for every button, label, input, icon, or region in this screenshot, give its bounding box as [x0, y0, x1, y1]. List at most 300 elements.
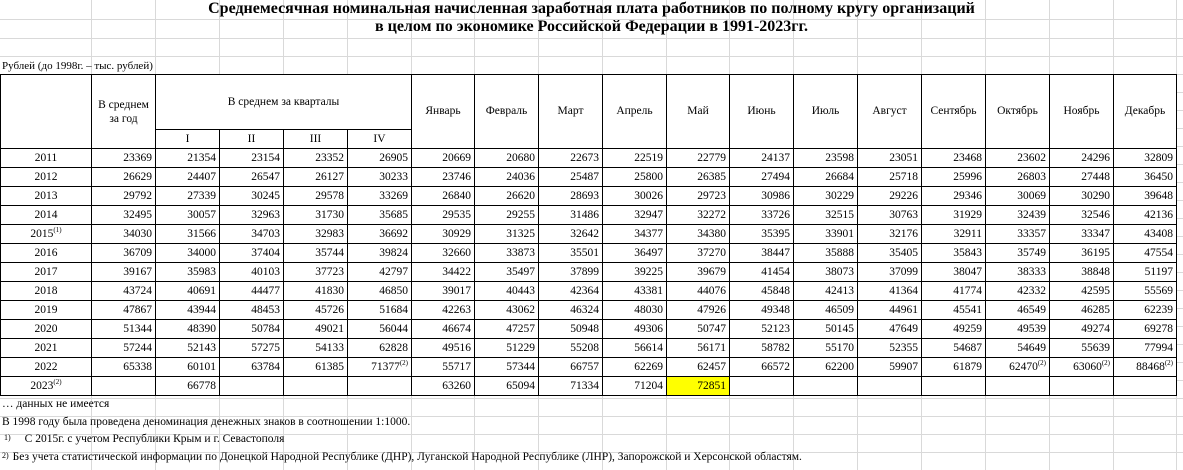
quarter-cell-value: 48390 — [187, 322, 216, 335]
month-cell — [667, 263, 730, 282]
quarter-cell — [348, 320, 412, 339]
footnote-ref: (2) — [1037, 358, 1046, 367]
year-average-cell — [92, 339, 156, 358]
month-cell-value: 24296 — [1081, 151, 1110, 164]
month-cell-value: 20669 — [442, 151, 471, 164]
month-cell — [603, 263, 667, 282]
month-cell — [475, 358, 539, 377]
footnote-1-text: С 2015г. с учетом Республики Крым и г. Севастополя — [24, 433, 285, 445]
month-cell-value: 61879 — [953, 360, 982, 373]
month-cell — [986, 301, 1050, 320]
year-average-cell — [92, 149, 156, 168]
quarter-cell — [348, 149, 412, 168]
quarter-cell — [156, 358, 220, 377]
month-cell — [603, 339, 667, 358]
header-quarter: II — [220, 130, 284, 149]
month-cell — [858, 149, 922, 168]
month-cell — [412, 377, 475, 396]
header-month: Октябрь — [986, 75, 1050, 149]
quarter-cell — [156, 149, 220, 168]
quarter-cell-value: 23352 — [315, 151, 344, 164]
year-average-cell-value: 43724 — [123, 284, 152, 297]
quarter-cell-value: 71377 — [371, 360, 400, 373]
quarter-cell-value: 35685 — [379, 208, 408, 221]
quarter-cell — [284, 206, 348, 225]
month-cell-value: 22519 — [634, 151, 663, 164]
month-cell-value: 32272 — [697, 208, 726, 221]
header-month: Июнь — [730, 75, 794, 149]
month-cell — [858, 282, 922, 301]
quarter-cell — [220, 263, 284, 282]
quarter-cell-value: 63784 — [251, 360, 280, 373]
quarter-cell-value: 50784 — [251, 322, 280, 335]
month-cell — [539, 377, 603, 396]
month-cell — [412, 187, 475, 206]
quarter-cell-value: 26547 — [251, 170, 280, 183]
year-cell — [1, 320, 92, 339]
month-cell-value: 50145 — [825, 322, 854, 335]
month-cell — [1050, 358, 1114, 377]
table-row — [1, 301, 1177, 320]
month-cell — [858, 377, 922, 396]
quarter-cell-value: 31730 — [315, 208, 344, 221]
month-cell-value: 69278 — [1144, 322, 1173, 335]
quarter-cell-value: 35983 — [187, 265, 216, 278]
month-cell — [475, 187, 539, 206]
month-cell — [667, 320, 730, 339]
quarter-cell — [284, 168, 348, 187]
quarter-cell — [284, 301, 348, 320]
month-cell-value: 33726 — [761, 208, 790, 221]
month-cell-value: 32176 — [889, 227, 918, 240]
quarter-cell — [284, 225, 348, 244]
quarter-cell — [348, 282, 412, 301]
month-cell-value: 29723 — [697, 189, 726, 202]
month-cell — [475, 168, 539, 187]
quarter-cell-value: 29578 — [315, 189, 344, 202]
year-cell — [1, 358, 92, 377]
month-cell — [922, 168, 986, 187]
month-cell-value: 32911 — [953, 227, 982, 240]
month-cell — [539, 301, 603, 320]
corner-cell — [1, 75, 92, 149]
header-year-average: В среднем за год — [92, 75, 156, 149]
year-average-cell — [92, 377, 156, 396]
quarter-cell — [348, 358, 412, 377]
quarter-cell — [156, 263, 220, 282]
quarter-cell-value: 48453 — [251, 303, 280, 316]
month-cell — [1050, 301, 1114, 320]
month-cell-value: 39017 — [442, 284, 471, 297]
table-row — [1, 225, 1177, 244]
month-cell — [794, 263, 858, 282]
month-cell — [730, 263, 794, 282]
footnote-2-mark: 2) — [2, 451, 9, 460]
quarter-cell — [284, 244, 348, 263]
quarter-cell-value: 42797 — [379, 265, 408, 278]
month-cell — [667, 244, 730, 263]
month-cell-value: 49259 — [953, 322, 982, 335]
quarter-cell-value: 56044 — [379, 322, 408, 335]
header-month: Май — [667, 75, 730, 149]
month-cell-value: 77994 — [1144, 341, 1173, 354]
month-cell-value: 47926 — [697, 303, 726, 316]
month-cell — [1114, 339, 1177, 358]
month-cell-value: 38333 — [1017, 265, 1046, 278]
month-cell-value: 35749 — [1017, 246, 1046, 259]
month-cell — [1114, 377, 1177, 396]
month-cell — [603, 301, 667, 320]
month-cell — [730, 339, 794, 358]
month-cell-value: 62457 — [697, 360, 726, 373]
month-cell-value: 27494 — [761, 170, 790, 183]
month-cell-value: 25996 — [953, 170, 982, 183]
quarter-cell-value: 46850 — [379, 284, 408, 297]
month-cell-value: 42364 — [570, 284, 599, 297]
month-cell-value: 23598 — [825, 151, 854, 164]
header-quarter: III — [284, 130, 348, 149]
month-cell — [922, 358, 986, 377]
month-cell — [1114, 282, 1177, 301]
month-cell-value: 35888 — [825, 246, 854, 259]
month-cell — [858, 225, 922, 244]
month-cell — [475, 377, 539, 396]
month-cell-value: 25718 — [889, 170, 918, 183]
month-cell — [794, 187, 858, 206]
year-cell-value: 2023 — [30, 379, 54, 392]
month-cell-value: 32660 — [442, 246, 471, 259]
month-cell — [986, 168, 1050, 187]
header-quarter: IV — [348, 130, 412, 149]
quarter-cell-value: 36692 — [379, 227, 408, 240]
quarter-cell — [348, 206, 412, 225]
month-cell-value: 35497 — [506, 265, 535, 278]
month-cell — [858, 339, 922, 358]
quarter-cell-value: 54133 — [315, 341, 344, 354]
table-row — [1, 263, 1177, 282]
table-row — [1, 168, 1177, 187]
year-average-cell-value: 57244 — [123, 341, 152, 354]
month-cell-value: 43062 — [506, 303, 535, 316]
month-cell-value: 50747 — [697, 322, 726, 335]
quarter-cell-value: 37404 — [251, 246, 280, 259]
quarter-cell-value: 33269 — [379, 189, 408, 202]
year-average-cell — [92, 320, 156, 339]
month-cell — [1114, 149, 1177, 168]
month-cell-value: 63060 — [1073, 360, 1102, 373]
month-cell-value: 26620 — [506, 189, 535, 202]
month-cell — [986, 225, 1050, 244]
month-cell-value: 29535 — [442, 208, 471, 221]
month-cell-value: 30229 — [825, 189, 854, 202]
quarter-cell — [220, 282, 284, 301]
month-cell — [667, 168, 730, 187]
header-month: Январь — [412, 75, 475, 149]
year-cell — [1, 339, 92, 358]
month-cell — [603, 225, 667, 244]
month-cell — [986, 339, 1050, 358]
month-cell — [475, 282, 539, 301]
month-cell — [412, 206, 475, 225]
month-cell — [986, 282, 1050, 301]
month-cell-value: 29346 — [953, 189, 982, 202]
month-cell-value: 30026 — [634, 189, 663, 202]
month-cell-value: 43381 — [634, 284, 663, 297]
header-month: Сентябрь — [922, 75, 986, 149]
month-cell — [1050, 187, 1114, 206]
month-cell — [730, 377, 794, 396]
month-cell-value: 46674 — [442, 322, 471, 335]
month-cell — [730, 282, 794, 301]
footnote-ref: (2) — [53, 377, 62, 386]
year-cell-value: 2017 — [34, 265, 58, 278]
month-cell — [667, 358, 730, 377]
month-cell — [922, 339, 986, 358]
quarter-cell — [220, 206, 284, 225]
month-cell-value: 46285 — [1081, 303, 1110, 316]
month-cell-value: 54649 — [1017, 341, 1046, 354]
month-cell — [603, 377, 667, 396]
month-cell-value: 26840 — [442, 189, 471, 202]
quarter-cell — [284, 320, 348, 339]
month-cell — [1114, 320, 1177, 339]
month-cell — [794, 149, 858, 168]
month-cell-value: 34422 — [442, 265, 471, 278]
quarter-cell — [284, 339, 348, 358]
year-average-cell-value: 36709 — [123, 246, 152, 259]
month-cell — [667, 187, 730, 206]
month-cell-value: 46549 — [1017, 303, 1046, 316]
month-cell — [1050, 320, 1114, 339]
header-month: Ноябрь — [1050, 75, 1114, 149]
year-average-cell — [92, 301, 156, 320]
month-cell — [667, 206, 730, 225]
year-average-cell-value: 29792 — [123, 189, 152, 202]
header-month: Март — [539, 75, 603, 149]
month-cell-value: 32947 — [634, 208, 663, 221]
month-cell — [1114, 358, 1177, 377]
month-cell-value: 24036 — [506, 170, 535, 183]
month-cell-value: 32642 — [570, 227, 599, 240]
month-cell-value: 26385 — [697, 170, 726, 183]
month-cell-value: 23746 — [442, 170, 471, 183]
month-cell-value: 57344 — [506, 360, 535, 373]
quarter-cell — [156, 339, 220, 358]
month-cell — [667, 282, 730, 301]
month-cell-value: 55569 — [1144, 284, 1173, 297]
month-cell — [539, 187, 603, 206]
month-cell — [475, 225, 539, 244]
month-cell — [1050, 263, 1114, 282]
quarter-cell — [156, 168, 220, 187]
month-cell-value: 56614 — [634, 341, 663, 354]
quarter-cell-value: 40691 — [187, 284, 216, 297]
quarter-cell-value: 34703 — [251, 227, 280, 240]
header-quarter: I — [156, 130, 220, 149]
year-average-cell — [92, 168, 156, 187]
quarter-cell-value: 41830 — [315, 284, 344, 297]
quarter-cell-value: 60101 — [187, 360, 216, 373]
month-cell-value: 62200 — [825, 360, 854, 373]
month-cell-value: 36497 — [634, 246, 663, 259]
month-cell — [539, 149, 603, 168]
quarter-cell — [348, 244, 412, 263]
quarter-cell — [156, 282, 220, 301]
month-cell — [1050, 168, 1114, 187]
year-average-cell-value: 65338 — [123, 360, 152, 373]
month-cell — [539, 358, 603, 377]
month-cell-value: 62470 — [1009, 360, 1038, 373]
footnote-1-mark: 1) — [4, 433, 11, 442]
quarter-cell — [284, 187, 348, 206]
quarter-cell — [220, 168, 284, 187]
year-cell-value: 2022 — [34, 360, 58, 373]
month-cell — [858, 320, 922, 339]
header-month: Июль — [794, 75, 858, 149]
year-average-cell — [92, 187, 156, 206]
month-cell — [922, 282, 986, 301]
month-cell — [539, 225, 603, 244]
month-cell-value: 36450 — [1144, 170, 1173, 183]
month-cell — [858, 263, 922, 282]
year-cell — [1, 206, 92, 225]
note-no-data: … данных не имеется — [2, 398, 110, 410]
month-cell — [412, 320, 475, 339]
month-cell-value: 25487 — [570, 170, 599, 183]
month-cell — [667, 339, 730, 358]
quarter-cell — [284, 282, 348, 301]
month-cell — [1114, 206, 1177, 225]
month-cell — [1050, 244, 1114, 263]
year-cell — [1, 244, 92, 263]
year-average-cell-value: 32495 — [123, 208, 152, 221]
year-cell-value: 2013 — [34, 189, 58, 202]
month-cell-value: 45541 — [953, 303, 982, 316]
month-cell-value: 49306 — [634, 322, 663, 335]
year-average-cell-value: 34030 — [123, 227, 152, 240]
month-cell — [539, 206, 603, 225]
table-row — [1, 149, 1177, 168]
month-cell — [858, 358, 922, 377]
month-cell-value: 41364 — [889, 284, 918, 297]
quarter-cell — [284, 263, 348, 282]
quarter-cell — [220, 358, 284, 377]
month-cell-value: 36195 — [1081, 246, 1110, 259]
quarter-cell — [284, 358, 348, 377]
quarter-cell — [220, 244, 284, 263]
month-cell — [1050, 149, 1114, 168]
quarter-cell — [348, 339, 412, 358]
month-cell-value: 33357 — [1017, 227, 1046, 240]
month-cell-value: 55717 — [442, 360, 471, 373]
month-cell — [922, 377, 986, 396]
quarter-cell — [156, 206, 220, 225]
month-cell — [794, 206, 858, 225]
month-cell-value: 38073 — [825, 265, 854, 278]
month-cell — [794, 320, 858, 339]
month-cell-value: 31486 — [570, 208, 599, 221]
year-cell-value: 2019 — [34, 303, 58, 316]
month-cell-value: 29255 — [506, 208, 535, 221]
month-cell-value: 37899 — [570, 265, 599, 278]
month-cell-value: 52123 — [761, 322, 790, 335]
month-cell — [1114, 263, 1177, 282]
month-cell — [412, 339, 475, 358]
year-average-cell-value: 23369 — [123, 151, 152, 164]
footnote-2-text: Без учета статистической информации по Донецкой Народной Республике (ДНР), Луганской Народной Республике (ЛНР), Запорожской и Херсонской областям. — [12, 451, 802, 463]
month-cell — [603, 244, 667, 263]
month-cell — [858, 187, 922, 206]
quarter-cell-value: 62828 — [379, 341, 408, 354]
month-cell — [794, 377, 858, 396]
table-row — [1, 244, 1177, 263]
month-cell-value: 47554 — [1144, 246, 1173, 259]
month-cell — [794, 168, 858, 187]
year-average-cell — [92, 225, 156, 244]
quarter-cell-value: 32963 — [251, 208, 280, 221]
quarter-cell-value: 40103 — [251, 265, 280, 278]
quarter-cell-value: 23154 — [251, 151, 280, 164]
month-cell-value: 20680 — [506, 151, 535, 164]
month-cell-value: 54687 — [953, 341, 982, 354]
quarter-cell — [348, 187, 412, 206]
month-cell-value: 34377 — [634, 227, 663, 240]
header-month: Декабрь — [1114, 75, 1177, 149]
month-cell-value: 39225 — [634, 265, 663, 278]
month-cell-value: 58782 — [761, 341, 790, 354]
month-cell — [603, 149, 667, 168]
month-cell-value: 88468 — [1136, 360, 1165, 373]
year-cell — [1, 187, 92, 206]
table-row — [1, 377, 1177, 396]
year-average-cell-value: 47867 — [123, 303, 152, 316]
month-cell-value: 59907 — [889, 360, 918, 373]
year-cell-value: 2018 — [34, 284, 58, 297]
year-average-cell — [92, 206, 156, 225]
month-cell — [475, 244, 539, 263]
wage-table — [0, 74, 1177, 396]
month-cell-value: 49274 — [1081, 322, 1110, 335]
month-cell — [730, 301, 794, 320]
quarter-cell — [348, 263, 412, 282]
table-row — [1, 187, 1177, 206]
month-cell — [730, 187, 794, 206]
quarter-cell-value: 24407 — [187, 170, 216, 183]
month-cell — [539, 244, 603, 263]
month-cell — [730, 206, 794, 225]
month-cell-value: 24137 — [761, 151, 790, 164]
table-title-line-2: в целом по экономике Российской Федерации в 1991-2023гг. — [374, 18, 809, 35]
quarter-cell-value: 37723 — [315, 265, 344, 278]
month-cell — [475, 263, 539, 282]
header-month: Февраль — [475, 75, 539, 149]
quarter-cell — [156, 320, 220, 339]
quarter-cell — [220, 320, 284, 339]
month-cell — [986, 358, 1050, 377]
month-cell — [794, 301, 858, 320]
year-cell-value: 2011 — [34, 151, 58, 164]
header-quarter-average: В среднем за кварталы — [156, 75, 412, 130]
month-cell-value: 30069 — [1017, 189, 1046, 202]
month-cell-value: 49539 — [1017, 322, 1046, 335]
month-cell — [986, 187, 1050, 206]
quarter-cell-value: 21354 — [187, 151, 216, 164]
quarter-cell-value: 49021 — [315, 322, 344, 335]
month-cell-value: 48030 — [634, 303, 663, 316]
month-cell — [1114, 187, 1177, 206]
month-cell-value: 55639 — [1081, 341, 1110, 354]
month-cell — [603, 358, 667, 377]
